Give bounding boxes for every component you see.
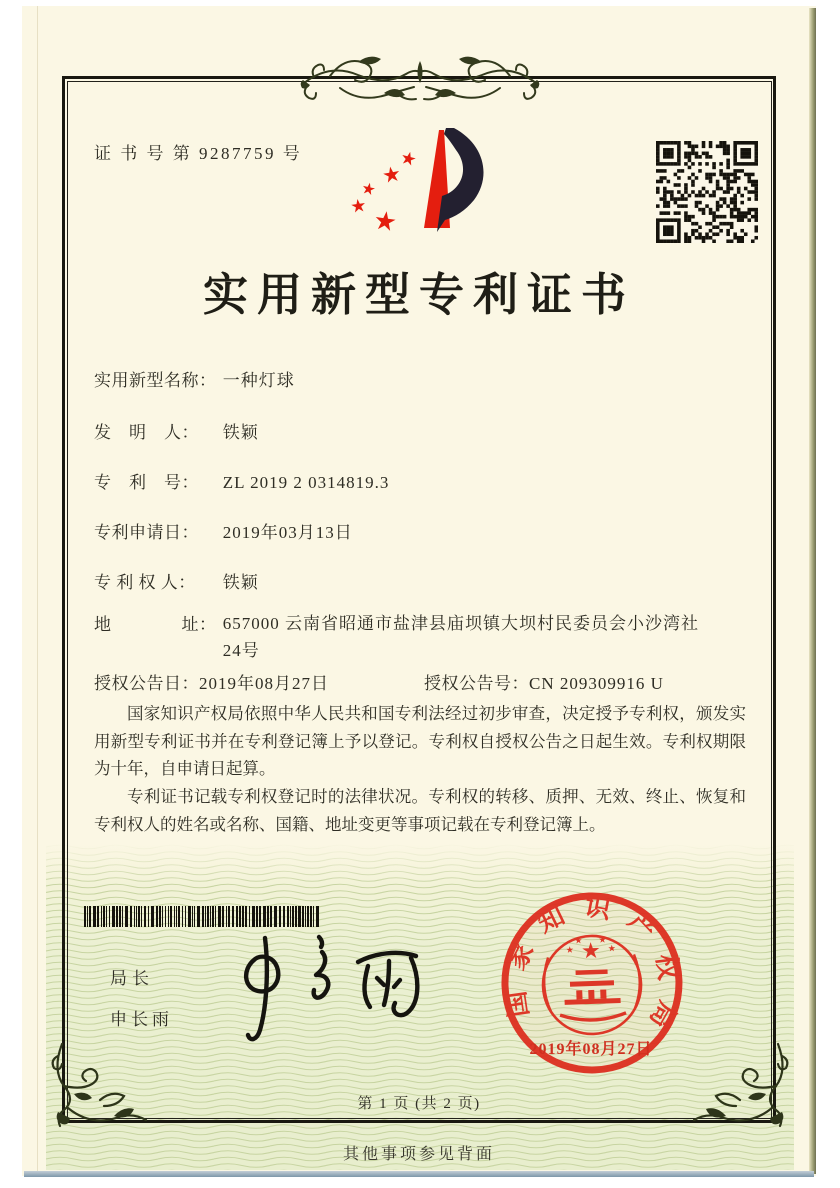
field-label: 地 址： xyxy=(94,615,217,634)
certificate-number: 证 书 号 第 9287759 号 xyxy=(94,144,303,163)
page-number: 第 1 页 (共 2 页) xyxy=(357,1096,481,1112)
field-row-address xyxy=(94,610,715,664)
svg-text:★: ★ xyxy=(359,177,378,200)
grant-date-label: 授权公告日： xyxy=(94,674,199,693)
field-row-patent-number xyxy=(94,468,389,493)
paper-bottom-edge xyxy=(24,1171,814,1177)
barcode xyxy=(84,906,320,927)
field-row-grant xyxy=(94,669,754,694)
grant-number-value: CN 209309916 U xyxy=(529,674,664,693)
field-value: 657000 云南省昭通市盐津县庙坝镇大坝村民委员会小沙湾社24号 xyxy=(222,614,699,661)
legal-paragraph-2: 专利证书记载专利权登记时的法律状况。专利权的转移、质押、无效、终止、恢复和专利权人的姓名或名称、国籍、地址变更等事项记载在专利登记簿上。 xyxy=(94,787,746,834)
corner-scrollwork-ornament-icon xyxy=(688,1042,792,1134)
seal-date: 2019年08月27日 xyxy=(529,1041,653,1058)
grant-date-value: 2019年08月27日 xyxy=(199,674,329,693)
svg-text:★: ★ xyxy=(348,194,368,218)
handwritten-signature xyxy=(218,930,438,1048)
field-label: 专 利 号： xyxy=(94,473,199,492)
field-row-name xyxy=(94,366,295,391)
legal-text-block xyxy=(94,700,746,839)
reverse-side-note: 其他事项参见背面 xyxy=(342,1146,495,1163)
svg-text:★: ★ xyxy=(380,161,403,189)
field-value: 一种灯球 xyxy=(222,371,295,390)
field-value: 2019年03月13日 xyxy=(222,523,353,542)
field-label: 实用新型名称： xyxy=(94,371,217,390)
field-value: ZL 2019 2 0314819.3 xyxy=(222,473,390,492)
svg-text:★: ★ xyxy=(565,945,575,956)
field-row-filing-date xyxy=(94,518,353,543)
field-label: 专 利 权 人： xyxy=(94,573,196,592)
paper-crease-line xyxy=(37,6,38,1176)
cnipa-logo-icon xyxy=(346,124,488,238)
field-row-inventor xyxy=(94,418,259,443)
top-scrollwork-ornament-icon xyxy=(300,47,540,109)
field-value: 铁颖 xyxy=(222,573,259,592)
svg-text:★: ★ xyxy=(574,936,583,947)
seal-text: 国家知识产权局 xyxy=(498,891,685,1049)
field-label: 专利申请日： xyxy=(94,523,199,542)
grant-number-label: 授权公告号： xyxy=(424,674,529,693)
commissioner-title: 局长 xyxy=(110,969,154,988)
corner-scrollwork-ornament-icon xyxy=(48,1042,152,1134)
commissioner-name: 申长雨 xyxy=(110,1010,173,1029)
qr-code xyxy=(656,141,758,243)
field-value: 铁颖 xyxy=(222,423,259,442)
field-row-patentee xyxy=(94,568,259,593)
svg-text:★: ★ xyxy=(398,147,419,172)
legal-paragraph-1: 国家知识产权局依照中华人民共和国专利法经过初步审查，决定授予专利权，颁发实用新型专利证书并在专利登记簿上予以登记。专利权自授权公告之日起生效。专利权期限为十年，自申请日起算。 xyxy=(94,704,746,779)
field-label: 发 明 人： xyxy=(94,423,199,442)
certificate-title: 实用新型专利证书 xyxy=(202,270,635,320)
svg-text:★: ★ xyxy=(598,935,607,946)
svg-text:★: ★ xyxy=(371,205,399,238)
svg-text:★: ★ xyxy=(607,944,617,955)
svg-text:★: ★ xyxy=(580,938,602,965)
paper-right-edge xyxy=(809,8,816,1174)
